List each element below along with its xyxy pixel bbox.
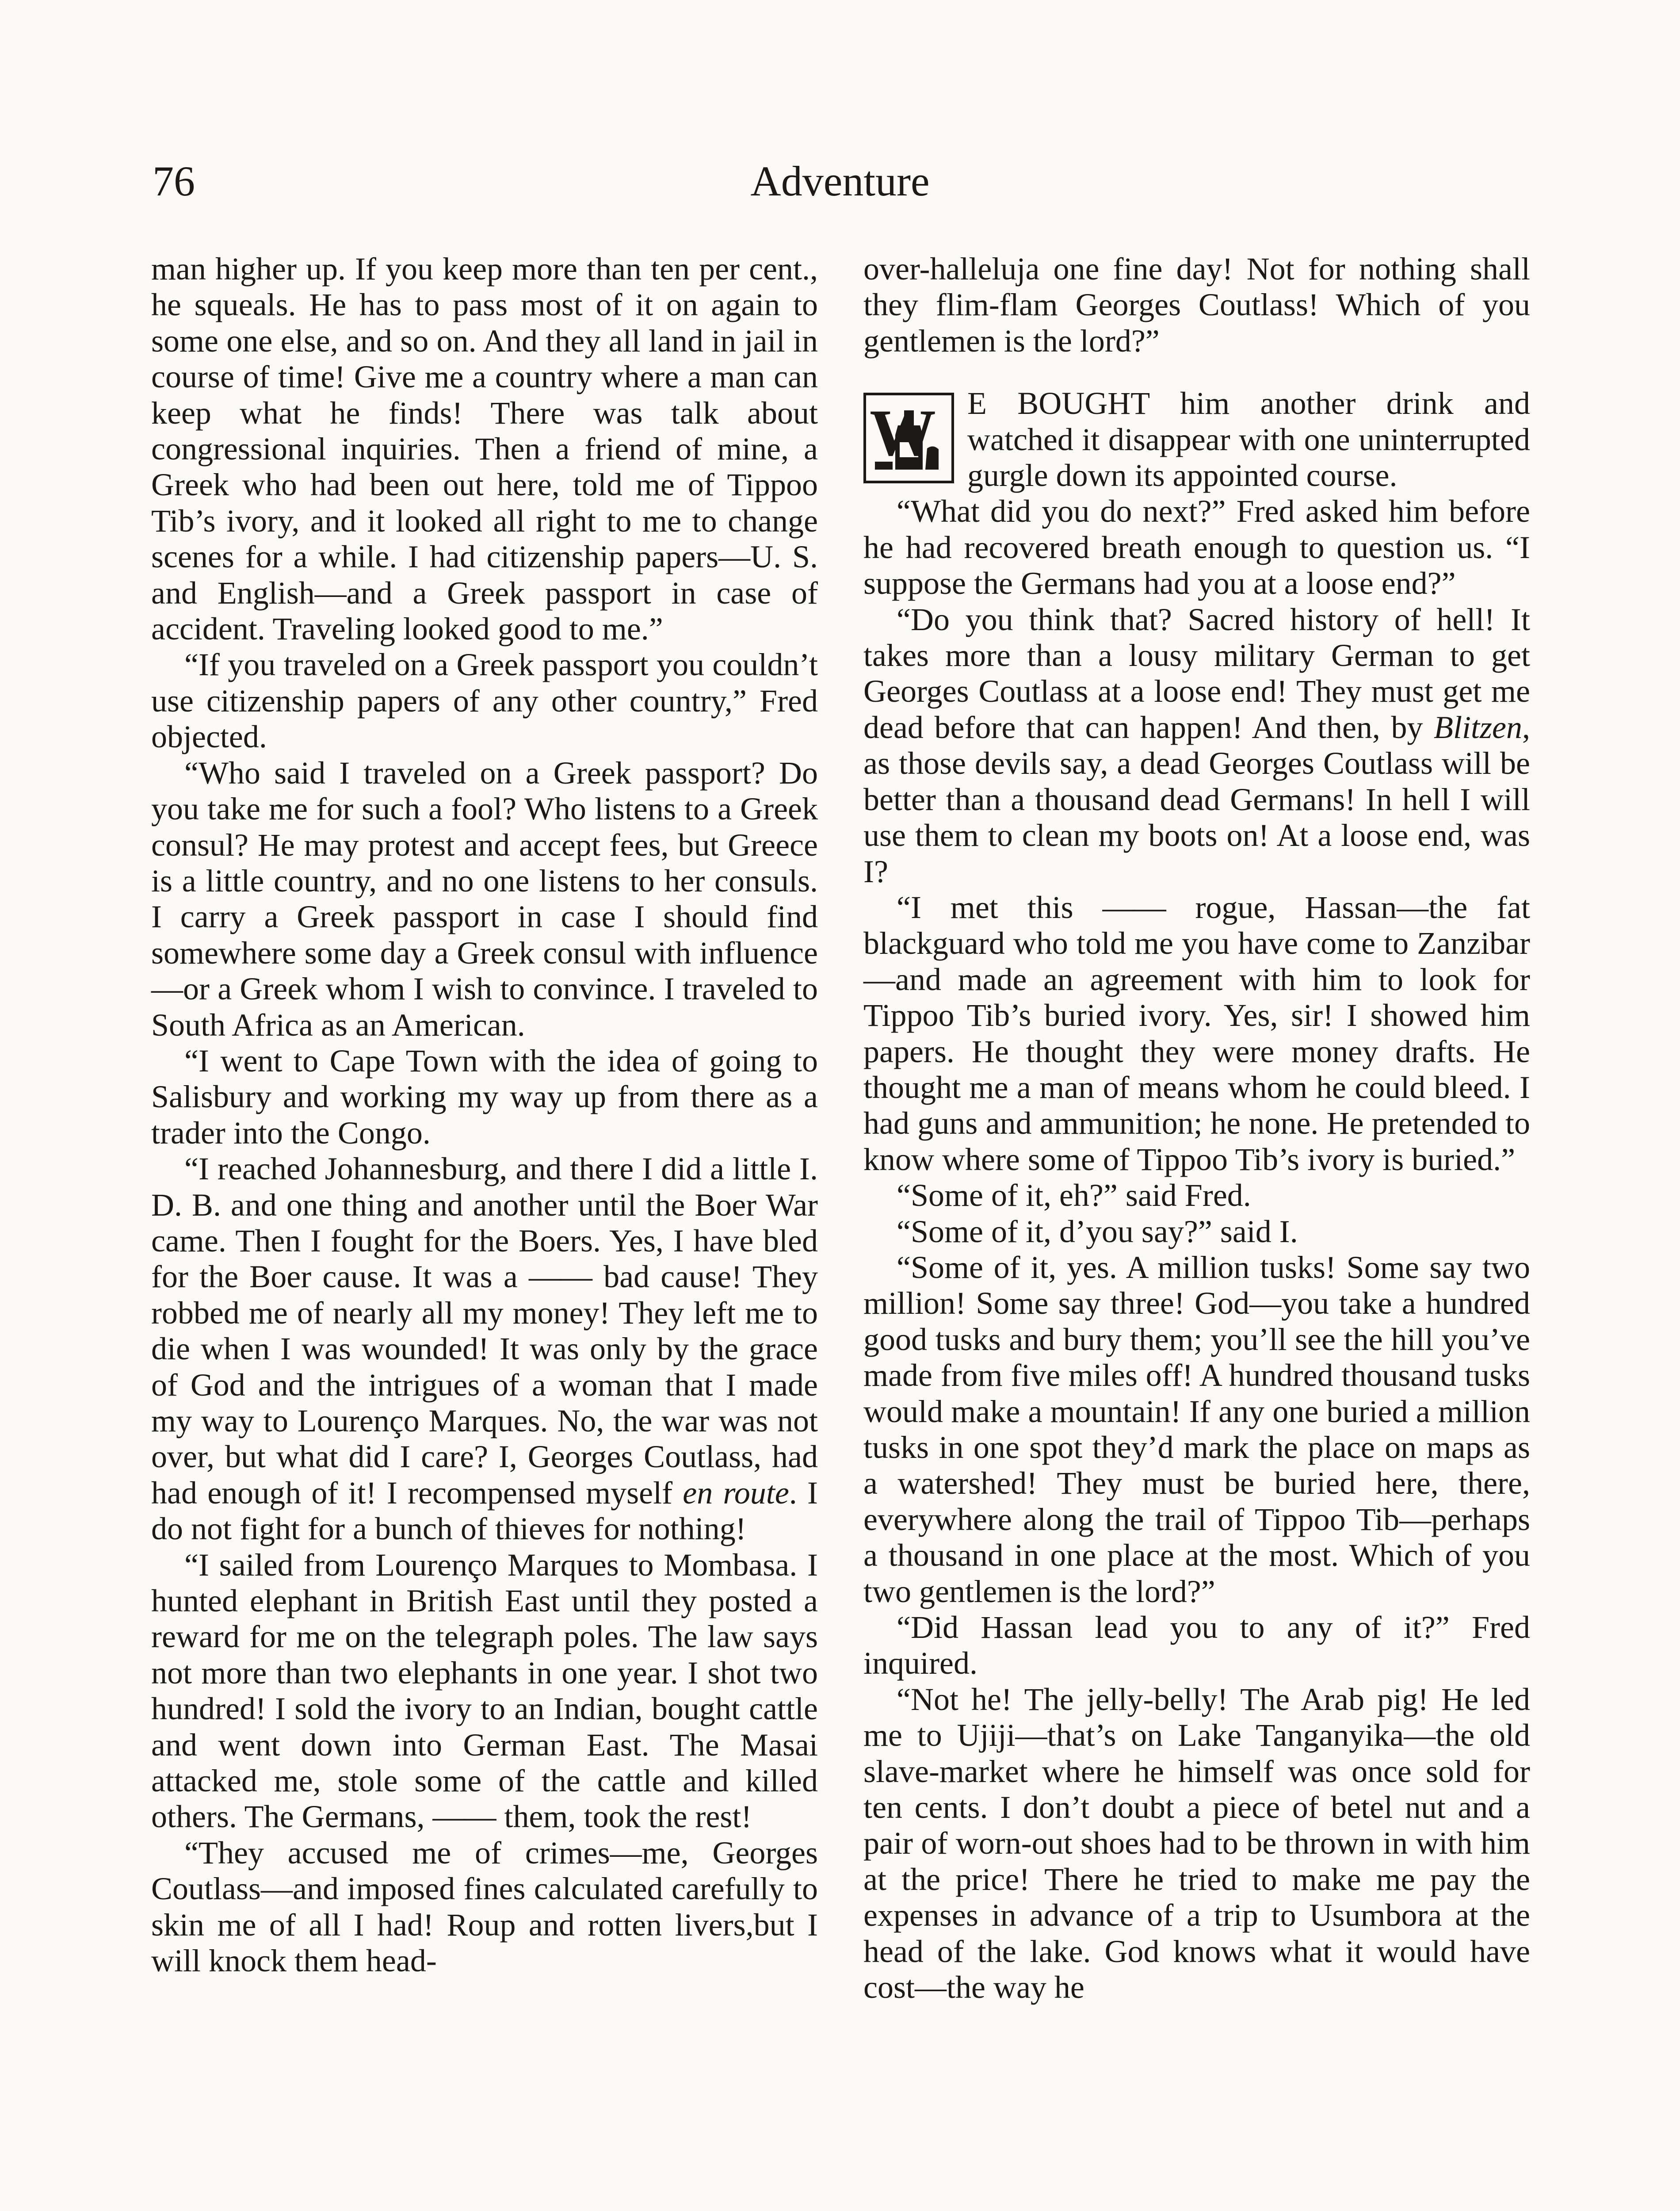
paragraph: “Not he! The jelly-belly! The Arab pig! He led me to Ujiji—that’s on Lake Tanganyika—the old slave-market where he himself was once sold for ten cents. I don’t doubt a piece of betel nut and a pair of worn-out shoes had to be thrown in with him at the price! There he tried to make me pay the expenses in advance of a trip to Usumbora at the head of the lake. God knows what it would have cost—the way he xyxy=(863,1681,1530,2005)
italic-phrase: en route xyxy=(683,1475,789,1511)
paragraph: “Some of it, yes. A million tusks! Some say two million! Some say three! God—you take a hundred good tusks and bury them; you’ll see the hill you’ve made from five miles off! A hundred thousand tusks would make a mountain! If any one buried a million tusks in one spot they’d mark the place on maps as a watershed! They must be buried here, there, everywhere along the trail of Tippoo Tib—perhaps a thousand in one place at the most. Which of you two gentlemen is the lord?” xyxy=(863,1249,1530,1609)
paragraph-text: . I do not fight for a bunch of thieves for nothing! xyxy=(151,1475,818,1547)
paragraph xyxy=(863,602,1530,890)
paragraph: “I sailed from Lourenço Marques to Mombasa. I hunted elephant in British East until they posted a reward for me on the telegraph poles. The law says not more than two elephants in one year. I shot two hundred! I sold the ivory to an Indian, bought cattle and went down into German East. The Masai attacked me, stole some of the cattle and killed others. The Germans, —— them, took the rest! xyxy=(151,1547,818,1835)
paragraph-text: “I reached Johannesburg, and there I did a little I. D. B. and one thing and another until the Boer War came. Then I fought for the Boers. Yes, I have bled for the Boer cause. It was a —— bad cause! They robbed me of nearly all my money! They left me to die when I was wounded! It was only by the grace of God and the intrigues of a woman that I made my way to Lourenço Marques. No, the war was not over, but what did I care? I, Georges Coutlass, had had enough of it! I recompensed myself xyxy=(151,1151,818,1511)
paragraph: “If you traveled on a Greek passport you couldn’t use citizenship papers of any other country,” Fred objected. xyxy=(151,647,818,755)
paragraph: “Did Hassan lead you to any of it?” Fred inquired. xyxy=(863,1610,1530,1681)
paragraph: “Who said I traveled on a Greek passport? Do you take me for such a fool? Who listens to a Greek consul? He may protest and accept fees, but Greece is a little country, and no one listens to her consuls. I carry a Greek passport in case I should find somewhere some day a Greek consul with influence—or a Greek whom I wish to convince. I traveled to South Africa as an American. xyxy=(151,755,818,1043)
paragraph-text: E BOUGHT him another drink and watched it disappear with one uninterrupted gurgle down its appointed course. xyxy=(967,386,1530,493)
italic-phrase: Blitzen xyxy=(1434,709,1522,745)
paragraph: “They accused me of crimes—me, Georges Coutlass—and imposed fines calculated carefully to skin me of all I had! Roup and rotten livers,but I will knock them head- xyxy=(151,1835,818,1979)
paragraph: man higher up. If you keep more than ten per cent., he squeals. He has to pass most of it on again to some one else, and so on. And they all land in jail in course of time! Give me a country where a man can keep what he finds! There was talk about congressional inquiries. Then a friend of mine, a Greek who had been out here, told me of Tippoo Tib’s ivory, and it looked all right to me to change scenes for a while. I had citizenship papers—U. S. and English—and a Greek passport in case of accident. Traveling looked good to me.” xyxy=(151,251,818,647)
paragraph xyxy=(151,1151,818,1547)
paragraph: “I met this —— rogue, Hassan—the fat blackguard who told me you have come to Zanzibar—and made an agreement with him to look for Tippoo Tib’s buried ivory. Yes, sir! I showed him papers. He thought they were money drafts. He thought me a man of means whom he could bleed. I had guns and ammunition; he none. He pretended to know where some of Tippoo Tib’s ivory is buried.” xyxy=(863,889,1530,1177)
paragraph: “I went to Cape Town with the idea of going to Salisbury and working my way up from there as a trader into the Congo. xyxy=(151,1043,818,1151)
paragraph: over-halleluja one fine day! Not for nothing shall they flim-flam Georges Coutlass! Which of you gentlemen is the lord?” xyxy=(863,251,1530,359)
drop-cap-letter: W xyxy=(870,396,936,470)
running-head-title: Adventure xyxy=(750,157,930,205)
paragraph: “Some of it, eh?” said Fred. xyxy=(897,1178,1251,1213)
left-column xyxy=(151,251,818,1979)
paragraph-text: , as those devils say, a dead Georges Coutlass will be better than a thousand dead Germans! In hell I will use them to clean my boots on! At a loose end, was I? xyxy=(863,709,1530,889)
drop-cap-illustration xyxy=(863,393,954,483)
right-column xyxy=(863,251,1530,2006)
paragraph: “Some of it, d’you say?” said I. xyxy=(897,1213,1298,1249)
paragraph xyxy=(863,386,1530,493)
page-number: 76 xyxy=(153,157,195,205)
paragraph: “What did you do next?” Fred asked him before he had recovered breath enough to question us. “I suppose the Germans had you at a loose end?” xyxy=(863,493,1530,601)
paragraph-text: “Do you think that? Sacred history of hell! It takes more than a lousy military German to get Georges Coutlass at a loose end! They must get me dead before that can happen! And then, by xyxy=(863,601,1530,745)
